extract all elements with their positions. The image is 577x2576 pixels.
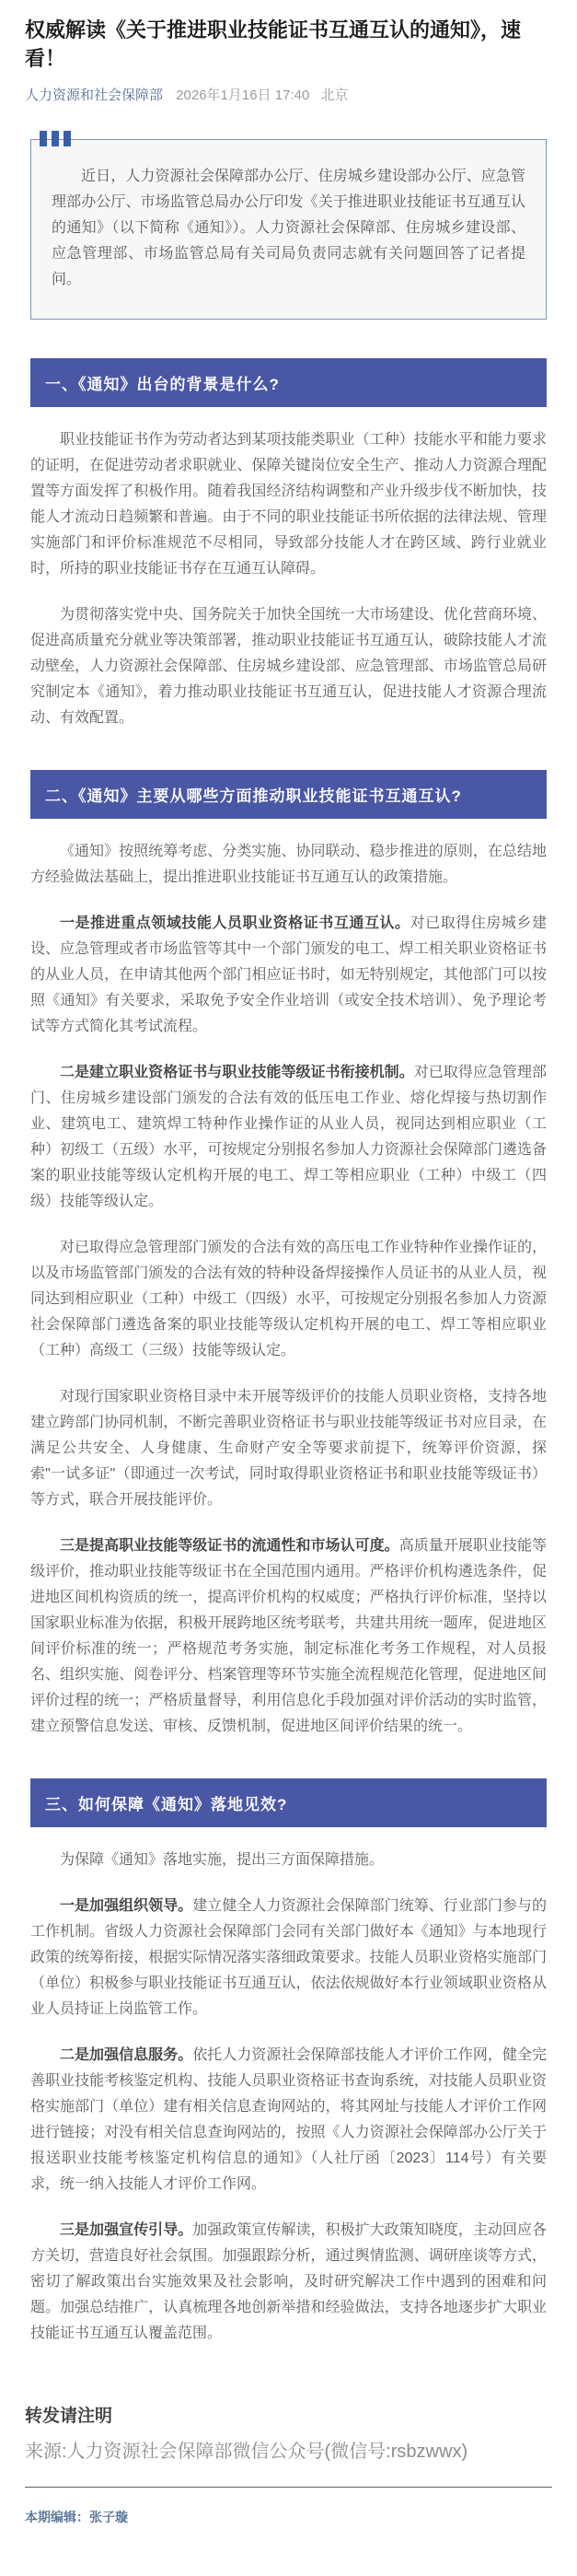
body-paragraph: 为贯彻落实党中央、国务院关于加快全国统一大市场建设、优化营商环境、促进高质量充分就业等决策部署，推动职业技能证书互通互认，破除技能人才流动壁垒，人力资源社会保障部、住房城乡建设部、应急管理部、市场监管总局研究制定本《通知》，着力推动职业技能证书互通互认，促进技能人才资源合理流动、有效配置。 bbox=[30, 606, 547, 726]
article-section-3 bbox=[25, 1778, 552, 2347]
body-paragraph: 对已取得应急管理部门颁发的合法有效的高压电工作业特种作业操作证的，以及市场监管部门颁发的合法有效的特种设备焊接操作人员证书的从业人员，视同达到相应职业（工种）中级工（四级）水平，可按规定分别报名参加人力资源社会保障部门遴选备案的职业技能等级认定机构开展的电工、焊工等相应职业（工种）高级工（三级）技能等级认定。 bbox=[30, 1239, 547, 1358]
paragraph-lead: 一是推进重点领域技能人员职业资格证书互通互认。 bbox=[60, 915, 410, 931]
article-footer bbox=[25, 2402, 552, 2526]
account-name-link[interactable]: 人力资源和社会保障部 bbox=[25, 87, 164, 103]
intro-paragraph: 近日，人力资源社会保障部办公厅、住房城乡建设部办公厅、应急管理部办公厅、市场监管总局办公厅印发《关于推进职业技能证书互通互认的通知》（以下简称《通知》）。人力资源社会保障部、住房城乡建设部、应急管理部、市场监管总局有关司局负责同志就有关问题回答了记者提问。 bbox=[52, 168, 525, 287]
source-line: 来源:人力资源社会保障部微信公众号(微信号:rsbzwwx) bbox=[25, 2441, 468, 2462]
paragraph-lead: 二是加强信息服务。 bbox=[60, 2046, 193, 2063]
article-sections bbox=[25, 358, 552, 2347]
publish-location: 北京 bbox=[320, 87, 349, 103]
repost-note: 转发请注明 bbox=[25, 2406, 113, 2426]
quote-bars-icon bbox=[40, 131, 71, 146]
paragraph-lead: 三是加强宣传引导。 bbox=[60, 2221, 193, 2238]
body-paragraph: 对现行国家职业资格目录中未开展等级评价的技能人员职业资格，支持各地建立跨部门协同机制，不断完善职业资格证书与职业技能等级证书对应目录，在满足公共安全、人身健康、生命财产安全等要求前提下，统筹评价资源，探索"一试多证"（即通过一次考试，同时取得职业资格证书和职业技能等级证书）等方式，联合开展技能评价。 bbox=[30, 1388, 547, 1508]
article-section-2 bbox=[25, 770, 552, 1740]
body-paragraph: 三是提高职业技能等级证书的流通性和市场认可度。高质量开展职业技能等级评价，推动职业技能等级证书在全国范围内通用。严格评价机构遴选条件，促进地区间机构资质的统一，提高评价机构的权威度；严格执行评价标准，坚持以国家职业标准为依据，积极开展跨地区统考联考，共建共用统一题库，促进地区间评价标准的统一；严格规范考务实施，制定标准化考务工作规程，对人员报名、组织实施、阅卷评分、档案管理等环节实施全流程规范化管理，促进地区间评价过程的统一；严格质量督导，利用信息化手段加强对评价活动的实时监管，建立预警信息发送、审核、反馈机制，促进地区间评价结果的统一。 bbox=[30, 1537, 547, 1734]
body-paragraph: 三是加强宣传引导。加强政策宣传解读，积极扩大政策知晓度，主动回应各方关切，营造良好社会氛围。加强跟踪分析，通过舆情监测、调研座谈等方式，密切了解政策出台实施效果及社会影响，及时研究解决工作中遇到的困难和问题。加强总结推广，认真梳理各地创新举措和经验做法，支持各地逐步扩大职业技能证书互通互认覆盖范围。 bbox=[30, 2221, 547, 2341]
intro-box bbox=[30, 139, 547, 320]
article-title: 权威解读《关于推进职业技能证书互通互认的通知》，速看！ bbox=[25, 18, 522, 70]
footer-divider bbox=[25, 2487, 552, 2488]
paragraph-lead: 三是提高职业技能等级证书的流通性和市场认可度。 bbox=[60, 1537, 399, 1554]
section-heading-banner: 二、《通知》主要从哪些方面推动职业技能证书互通互认? bbox=[30, 770, 547, 819]
paragraph-lead: 二是建立职业资格证书与职业技能等级证书衔接机制。 bbox=[60, 1064, 414, 1080]
section-heading-banner: 三、如何保障《通知》落地见效? bbox=[30, 1778, 547, 1827]
intro-quote-block bbox=[30, 139, 547, 320]
body-paragraph: 二是加强信息服务。依托人力资源社会保障部技能人才评价工作网，健全完善职业技能考核鉴定机构、技能人员职业资格证书查询系统，对技能人员职业资格实施部门（单位）建有相关信息查询网站的，将其网址与技能人才评价工作网进行链接；对没有相关信息查询网站的，按照《人力资源社会保障部办公厅关于报送职业技能考核鉴定机构信息的通知》（人社厅函〔2023〕114号）有关要求，统一纳入技能人才评价工作网。 bbox=[30, 2046, 547, 2192]
body-paragraph: 一是推进重点领域技能人员职业资格证书互通互认。对已取得住房城乡建设、应急管理或者市场监管等其中一个部门颁发的电工、焊工相关职业资格证书的从业人员，在申请其他两个部门相应证书时，如无特别规定，其他部门可以按照《通知》有关要求，采取免予安全作业培训（或安全技术培训）、免予理论考试等方式简化其考试流程。 bbox=[30, 915, 547, 1034]
body-paragraph: 二是建立职业资格证书与职业技能等级证书衔接机制。对已取得应急管理部门、住房城乡建设部门颁发的合法有效的低压电工作业、熔化焊接与热切割作业、建筑电工、建筑焊工特种作业操作证的从业人员，视同达到相应职业（工种）初级工（五级）水平，可按规定分别报名参加人力资源社会保障部门遴选备案的职业技能等级认定机构开展的电工、焊工等相应职业（工种）中级工（四级）技能等级认定。 bbox=[30, 1064, 547, 1209]
editor-line bbox=[25, 2508, 552, 2526]
section-heading-banner: 一、《通知》出台的背景是什么? bbox=[30, 358, 547, 407]
body-paragraph: 一是加强组织领导。建立健全人力资源社会保障部门统筹、行业部门参与的工作机制。省级人力资源社会保障部门会同有关部门做好本《通知》与本地现行政策的统筹衔接，根据实际情况落实落细政策要求。技能人员职业资格实施部门（单位）积极参与职业技能证书互通互认，依法依规做好本行业领域职业资格从业人员持证上岗监管工作。 bbox=[30, 1897, 547, 2017]
publish-date: 2026年1月16日 17:40 bbox=[176, 87, 310, 103]
editor-label: 本期编辑： bbox=[25, 2509, 89, 2524]
body-paragraph: 《通知》按照统筹考虑、分类实施、协同联动、稳步推进的原则，在总结地方经验做法基础上，提出推进职业技能证书互通互认的政策措施。 bbox=[30, 843, 547, 885]
body-paragraph: 职业技能证书作为劳动者达到某项技能类职业（工种）技能水平和能力要求的证明，在促进劳动者求职就业、保障关键岗位安全生产、推动人力资源合理配置等方面发挥了积极作用。随着我国经济结构调整和产业升级步伐不断加快，技能人才流动日趋频繁和普遍。由于不同的职业技能证书所依据的法律法规、管理实施部门和评价标准规范不尽相同，导致部分技能人才在跨区域、跨行业就业时，所持的职业技能证书存在互通互认障碍。 bbox=[30, 431, 547, 577]
article-section-1 bbox=[25, 358, 552, 731]
editor-name: 张子璇 bbox=[89, 2509, 128, 2524]
paragraph-lead: 一是加强组织领导。 bbox=[60, 1897, 193, 1914]
byline bbox=[25, 85, 552, 104]
body-paragraph: 为保障《通知》落地实施，提出三方面保障措施。 bbox=[60, 1851, 385, 1868]
